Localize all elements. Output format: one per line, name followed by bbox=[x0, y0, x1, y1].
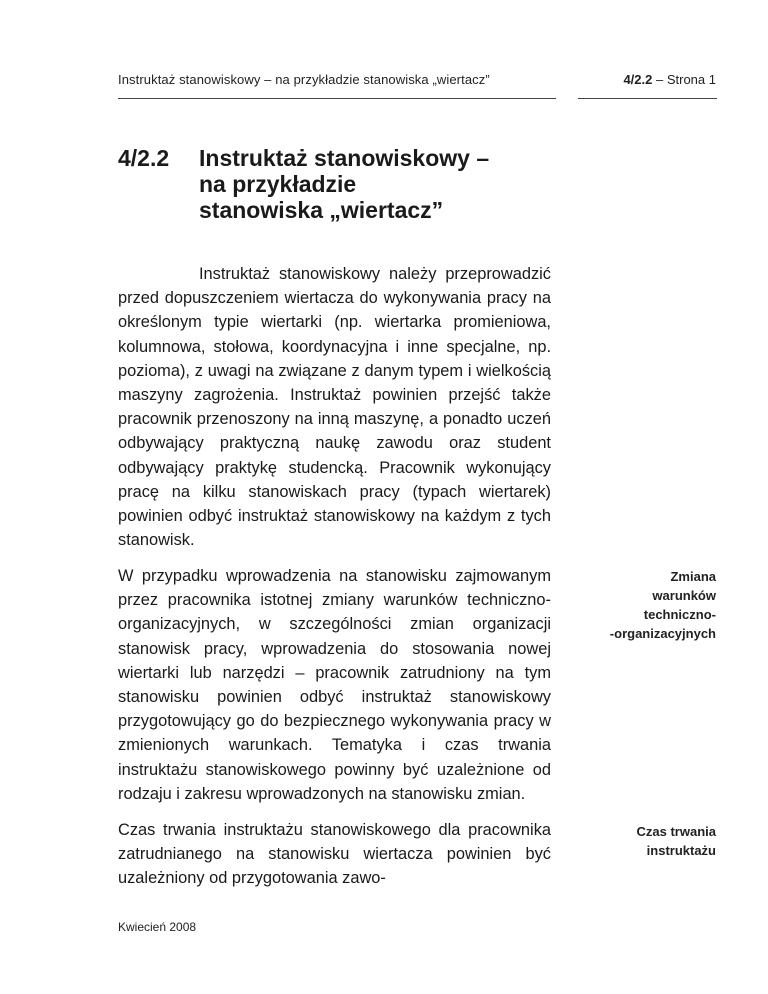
margin-note-line: instruktażu bbox=[646, 843, 716, 858]
paragraph-intro: Instruktaż stanowiskowy należy przeprowadzić przed dopuszczeniem wiertacza do wykonywania pracy na określonym typie wiertarki (np. wiertarka promieniowa, kolumnowa, stołowa, koordynacyjna i inne specjalne, np. pozioma), z uwagi na związane z danym typem i wielkością maszyny zagrożenia. Instruktaż powinien przejść także pracownik przenoszony na inną maszynę, a ponadto uczeń odbywający praktyczną naukę zawodu oraz student odbywający praktykę studencką. Pracownik wykonujący pracę na kilku stanowiskach pracy (typach wiertarek) powinien odbyć instruktaż stanowiskowy na każdym z tych stanowisk. bbox=[118, 265, 551, 550]
margin-note-line: Czas trwania bbox=[636, 824, 716, 839]
heading-line: na przykładzie bbox=[199, 171, 357, 197]
header-rule-main bbox=[118, 98, 556, 99]
heading-number: 4/2.2 bbox=[118, 145, 170, 171]
heading-text bbox=[199, 145, 539, 223]
margin-note-line: Zmiana bbox=[670, 569, 716, 584]
margin-note-line: -organizacyjnych bbox=[609, 626, 716, 641]
heading-line: Instruktaż stanowiskowy – bbox=[199, 145, 490, 171]
paragraph-duration: Czas trwania instruktażu stanowiskowego dla pracownika zatrudnianego na stanowisku wiertacza powinien być uzależniony od przygotowania zawo- bbox=[118, 821, 551, 888]
page-indicator bbox=[623, 72, 716, 87]
running-header: Instruktaż stanowiskowy – na przykładzie stanowiska „wiertacz” bbox=[118, 72, 490, 87]
heading-line: stanowiska „wiertacz” bbox=[199, 197, 444, 223]
margin-note-duration bbox=[566, 822, 716, 860]
paragraph-changes: W przypadku wprowadzenia na stanowisku zajmowanym przez pracownika istotnej zmiany warunków techniczno-organizacyjnych, w szczególności zmian organizacji stanowisk pracy, wprowadzenia do stosowania nowej wiertarki lub narzędzi – pracownik zatrudniony na tym stanowisku powinien odbyć instruktaż stanowiskowy przygotowujący go do bezpiecznego wykonywania pracy w zmienionych warunkach. Tematyka i czas trwania instruktażu stanowiskowego powinny być uzależnione od rodzaju i zakresu wprowadzonych na stanowisku zmian. bbox=[118, 567, 551, 803]
section-number: 4/2.2 bbox=[623, 72, 653, 87]
margin-note-changes bbox=[566, 567, 716, 643]
page-label: – Strona 1 bbox=[656, 72, 716, 87]
header-rule-side bbox=[578, 98, 717, 99]
footer-date: Kwiecień 2008 bbox=[118, 920, 197, 934]
margin-note-line: techniczno- bbox=[643, 607, 716, 622]
margin-note-line: warunków bbox=[652, 588, 716, 603]
